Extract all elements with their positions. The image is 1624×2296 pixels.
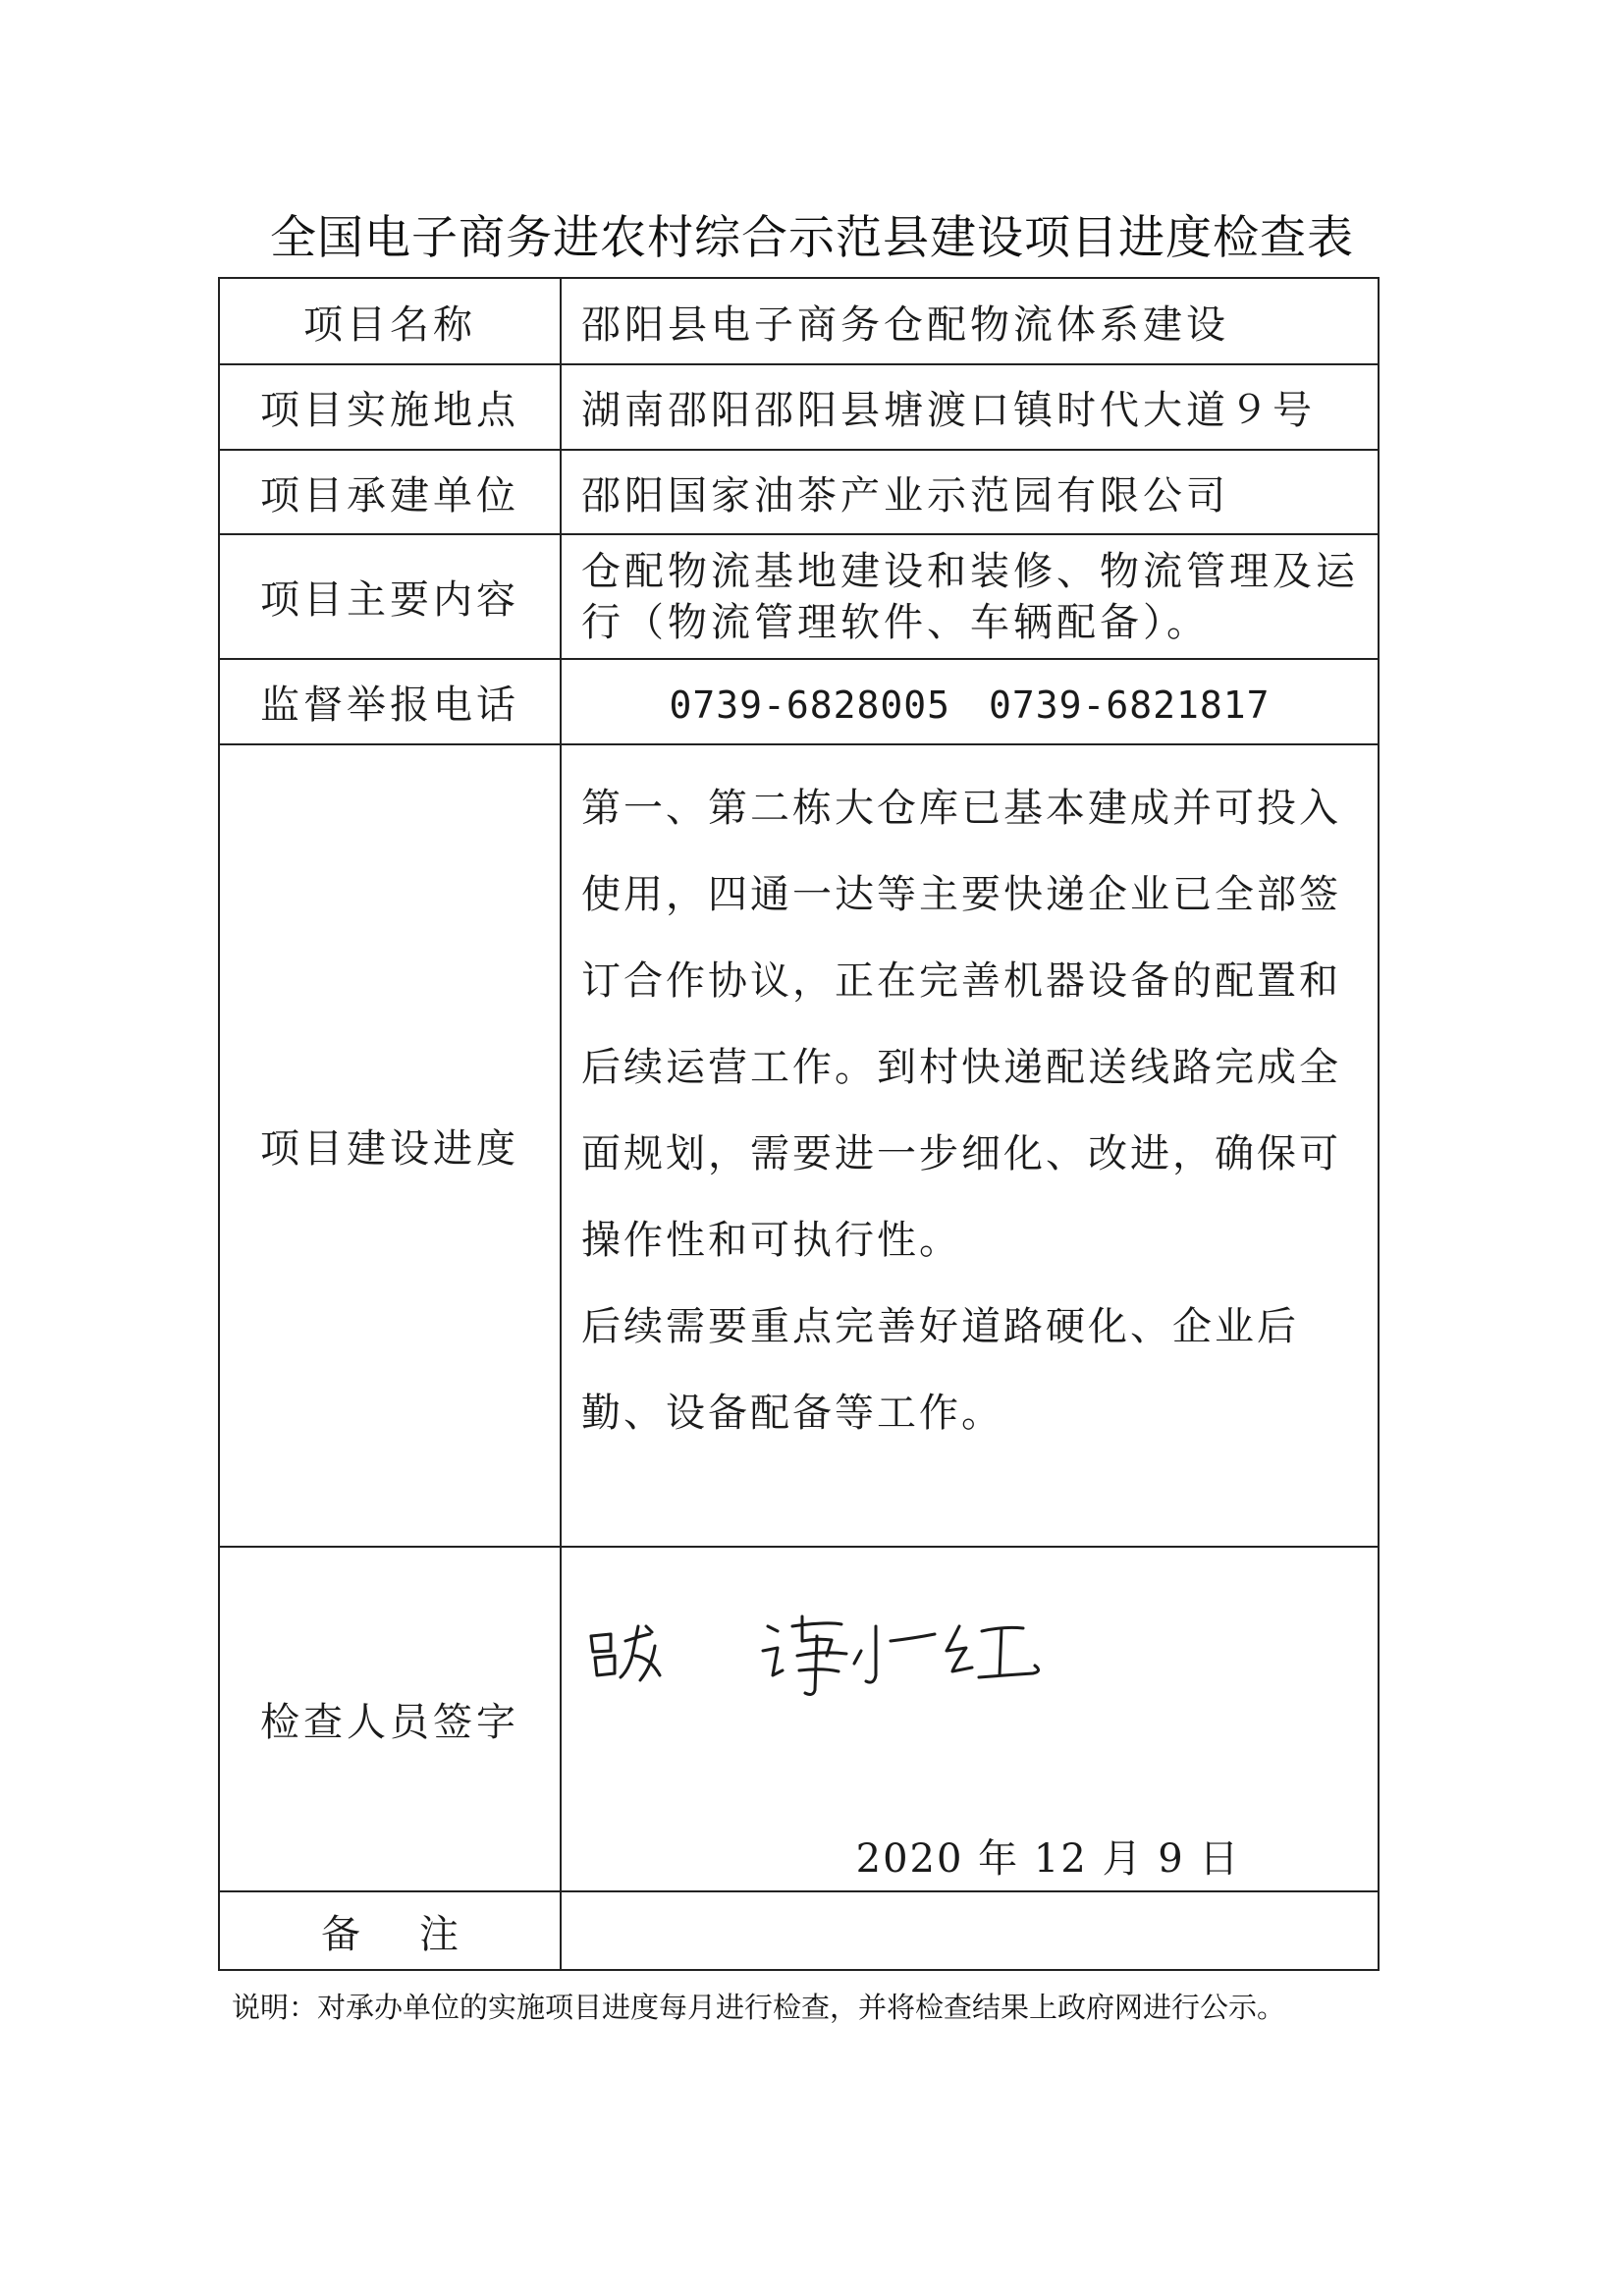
- label-progress: 项目建设进度: [219, 744, 561, 1547]
- value-progress: [561, 744, 1379, 1547]
- label-phone: 监督举报电话: [219, 659, 561, 744]
- row-phone: [219, 659, 1379, 744]
- label-location: 项目实施地点: [219, 364, 561, 450]
- value-content: 仓配物流基地建设和装修、物流管理及运行（物流管理软件、车辆配备）。: [561, 534, 1379, 659]
- row-project-name: [219, 278, 1379, 364]
- label-project-name: 项目名称: [219, 278, 561, 364]
- progress-paragraph-1: 第一、第二栋大仓库已基本建成并可投入使用，四通一达等主要快递企业已全部签订合作协议，正在完善机器设备的配置和后续运营工作。到村快递配送线路完成全面规划，需要进一步细化、改进，确保可操作性和可执行性。: [581, 786, 1341, 1263]
- value-project-name: 邵阳县电子商务仓配物流体系建设: [561, 278, 1379, 364]
- row-progress: [219, 744, 1379, 1547]
- row-content: [219, 534, 1379, 659]
- progress-inspection-table: [218, 277, 1380, 1971]
- handwritten-signature: [581, 1597, 1092, 1705]
- label-content: 项目主要内容: [219, 534, 561, 659]
- progress-paragraph-2: 后续需要重点完善好道路硬化、企业后勤、设备配备等工作。: [581, 1304, 1299, 1436]
- value-phone: 0739-6828005 0739-6821817: [561, 659, 1379, 744]
- label-signature: 检查人员签字: [219, 1547, 561, 1891]
- row-contractor: [219, 450, 1379, 534]
- footnote: 说明：对承办单位的实施项目进度每月进行检查，并将检查结果上政府网进行公示。: [232, 1991, 1286, 2024]
- label-contractor: 项目承建单位: [219, 450, 561, 534]
- value-remarks: [561, 1891, 1379, 1970]
- value-location: 湖南邵阳邵阳县塘渡口镇时代大道９号: [561, 364, 1379, 450]
- page-title: 全国电子商务进农村综合示范县建设项目进度检查表: [270, 211, 1354, 265]
- signature-date: 2020 年 12 月 9 日: [855, 1836, 1241, 1882]
- value-signature: [561, 1547, 1379, 1891]
- row-signature: [219, 1547, 1379, 1891]
- row-remarks: [219, 1891, 1379, 1970]
- row-location: [219, 364, 1379, 450]
- value-contractor: 邵阳国家油茶产业示范园有限公司: [561, 450, 1379, 534]
- label-remarks: 备注: [219, 1891, 561, 1970]
